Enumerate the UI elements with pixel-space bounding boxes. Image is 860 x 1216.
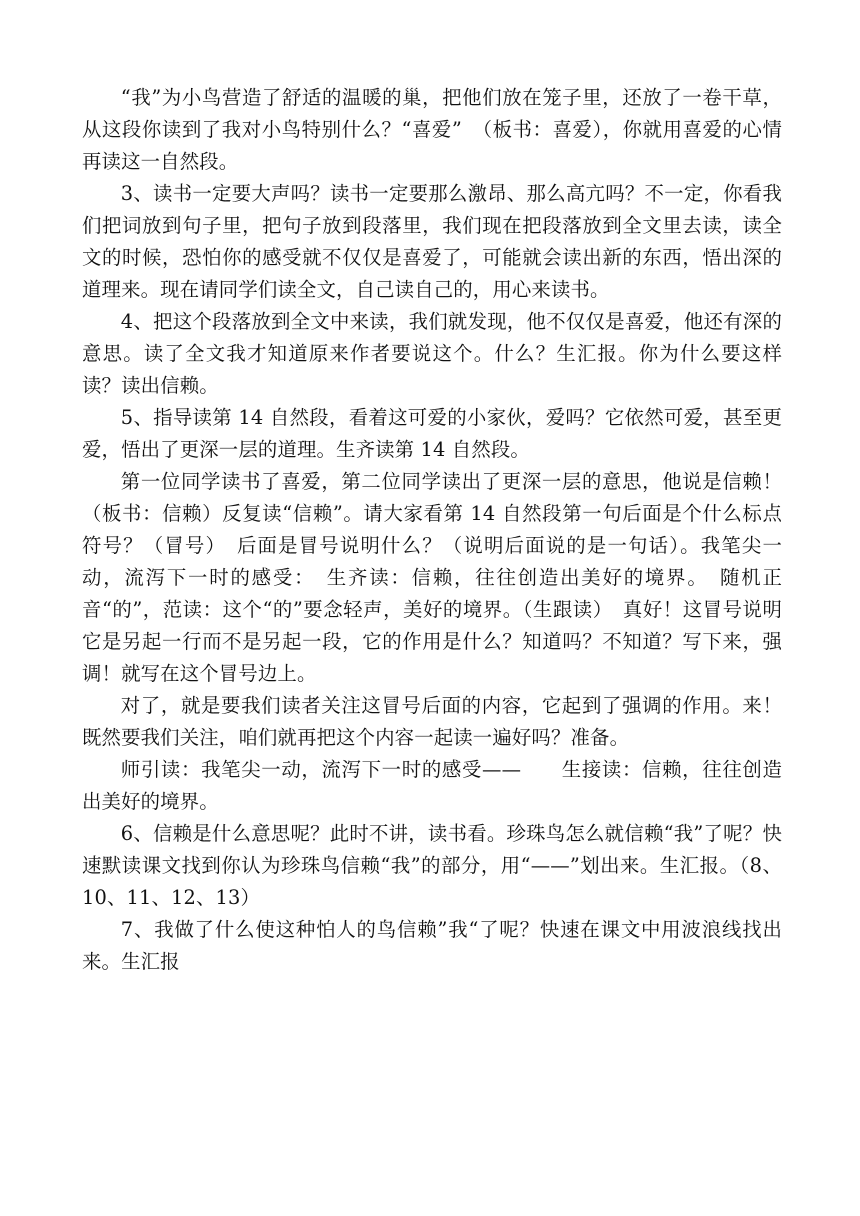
- paragraph-6: 对了，就是要我们读者关注这冒号后面的内容，它起到了强调的作用。来！既然要我们关注，咱们就再把这个内容一起读一遍好吗？准备。: [82, 694, 782, 749]
- paragraph-9: 7、我做了什么使这种怕人的鸟信赖”我“了呢？快速在课文中用波浪线找出来。生汇报: [82, 918, 782, 973]
- paragraph-7: 师引读：我笔尖一动，流泻下一时的感受—— 生接读：信赖，往往创造出美好的境界。: [82, 758, 782, 813]
- paragraph-4: 5、指导读第 14 自然段，看着这可爱的小家伙，爱吗？它依然可爱，甚至更爱，悟出了更深一层的道理。生齐读第 14 自然段。: [82, 406, 782, 461]
- paragraph-2: 3、读书一定要大声吗？读书一定要那么激昂、那么高亢吗？不一定，你看我们把词放到句子里，把句子放到段落里，我们现在把段落放到全文里去读，读全文的时候，恐怕你的感受就不仅仅是喜爱了，可能就会读出新的东西，悟出深的道理来。现在请同学们读全文，自己读自己的，用心来读书。: [82, 182, 782, 301]
- paragraph-5: 第一位同学读书了喜爱，第二位同学读出了更深一层的意思，他说是信赖！（板书：信赖）反复读“信赖”。请大家看第 14 自然段第一句后面是个什么标点符号？（冒号） 后面是冒号说明什么？（说明后面说的是一句话）。我笔尖一动，流泻下一时的感受： 生齐读：信赖，往往创造出美好的境界。 随机正音“的”，范读：这个“的”要念轻声，美好的境界。（生跟读） 真好！这冒号说明它是另起一行而不是另起一段，它的作用是什么？知道吗？不知道？写下来，强调！就写在这个冒号边上。: [82, 470, 782, 685]
- paragraph-3: 4、把这个段落放到全文中来读，我们就发现，他不仅仅是喜爱，他还有深的意思。读了全文我才知道原来作者要说这个。什么？生汇报。你为什么要这样读？读出信赖。: [82, 310, 782, 397]
- paragraph-1: “我”为小鸟营造了舒适的温暖的巢，把他们放在笼子里，还放了一卷干草，从这段你读到了我对小鸟特别什么？“喜爱” （板书：喜爱），你就用喜爱的心情再读这一自然段。: [82, 86, 782, 173]
- document-page: [82, 82, 782, 978]
- paragraph-8: 6、信赖是什么意思呢？此时不讲，读书看。珍珠鸟怎么就信赖“我”了呢？快速默读课文找到你认为珍珠鸟信赖“我”的部分，用“——”划出来。生汇报。（8、10、11、12、13）: [82, 822, 782, 909]
